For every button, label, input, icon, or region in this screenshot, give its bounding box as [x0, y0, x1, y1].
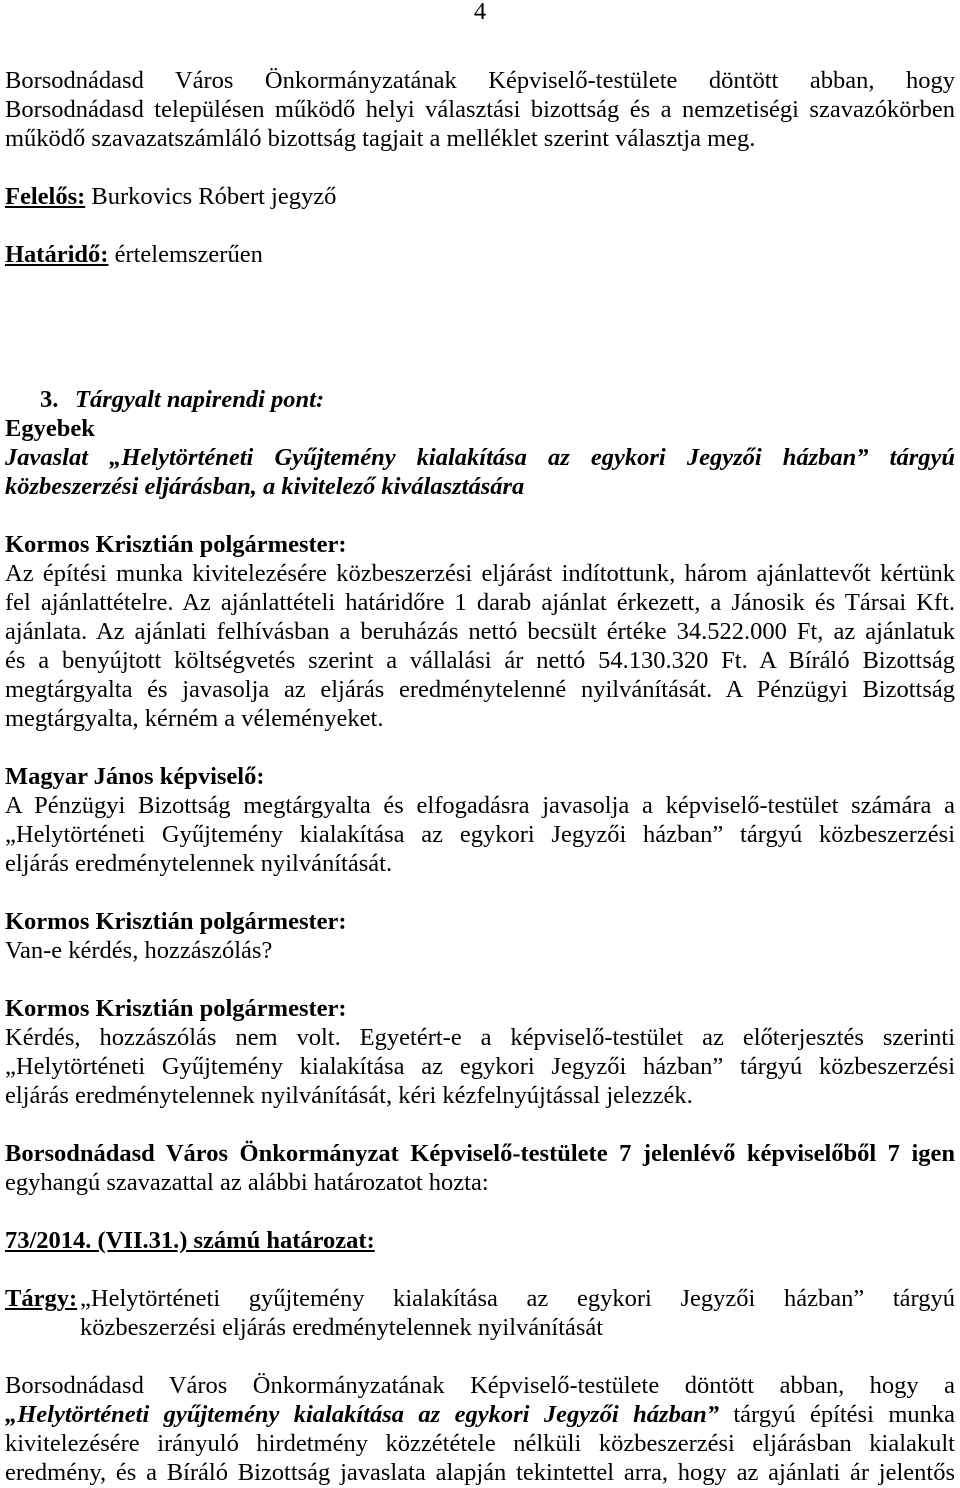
statement-line: Kérdés, hozzászólás nem volt. Egyetért-e a képviselő-testület az előterjesztés szerinti: [5, 1024, 955, 1051]
resolution-number-text: 73/2014. (VII.31.) számú határozat:: [5, 1227, 375, 1254]
intro-paragraph: [5, 66, 955, 153]
deadline-label: Határidő:: [5, 241, 109, 268]
decision-line: kivitelezésére irányuló hirdetmény közzététele nélküli közbeszerzési eljárásban kialakult: [5, 1430, 955, 1457]
statement-line: eljárás eredménytelennek nyilvánítását, kéri kézfelnyújtással jelezzék.: [5, 1082, 693, 1109]
statement-line: megtárgyalta, kérném a véleményeket.: [5, 705, 384, 732]
decision-emphasis: „Helytörténeti gyűjtemény kialakítása az egykori Jegyzői házban”: [5, 1401, 719, 1428]
decision-line: [5, 1400, 955, 1429]
deadline-line: [5, 240, 955, 269]
agenda-item-title: [5, 443, 955, 501]
paragraph-line: Borsodnádasd Város Önkormányzatának Képviselő-testülete döntött abban, hogy: [5, 67, 955, 94]
speaker-name: Kormos Krisztián polgármester:: [5, 995, 347, 1022]
agenda-title-line: közbeszerzési eljárásban, a kivitelező kiválasztására: [5, 473, 525, 500]
decision-line: Borsodnádasd Város Önkormányzatának Képviselő-testülete döntött abban, hogy a: [5, 1372, 955, 1399]
statement-line: „Helytörténeti Gyűjtemény kialakítása az egykori Jegyzői házban” tárgyú közbeszerzési: [5, 821, 955, 848]
speaker-block: [5, 994, 955, 1110]
resolution-decision: [5, 1371, 955, 1487]
statement-line: ajánlata. Az ajánlati felhívásban a beruházás nettó becsült értéke 34.522.000 Ft, az ajánlatuk: [5, 618, 955, 645]
speaker-name: Kormos Krisztián polgármester:: [5, 908, 347, 935]
subject-line: [5, 1284, 955, 1313]
document-body: [5, 66, 955, 1487]
subject-label-cell: [5, 1284, 80, 1313]
resolution-subject: [5, 1284, 955, 1342]
statement-line: és a benyújtott költségvetés szerint a vállalási ár nettó 54.130.320 Ft. A Bíráló Bizottság: [5, 647, 955, 674]
vote-line: egyhangú szavazattal az alábbi határozatot hozta:: [5, 1169, 489, 1196]
speaker-name: Magyar János képviselő:: [5, 763, 265, 790]
speaker-block: [5, 530, 955, 733]
decision-line: eredmény, és a Bíráló Bizottság javaslata alapján tekintettel arra, hogy az ajánlati ár jelentős: [5, 1459, 955, 1486]
statement-line: eljárás eredménytelennek nyilvánítását.: [5, 850, 393, 877]
subject-label: Tárgy:: [5, 1285, 78, 1312]
resolution-number: [5, 1226, 955, 1255]
responsible-line: [5, 182, 955, 211]
agenda-item-heading-text: Tárgyalt napirendi pont:: [75, 386, 325, 413]
agenda-title-line: Javaslat „Helytörténeti Gyűjtemény kialakítása az egykori Jegyzői házban” tárgyú: [5, 444, 955, 471]
agenda-item-heading: [5, 385, 955, 414]
subject-line: közbeszerzési eljárás eredménytelennek nyilvánítását: [80, 1314, 604, 1341]
speaker-name: Kormos Krisztián polgármester:: [5, 531, 347, 558]
statement-line: „Helytörténeti Gyűjtemény kialakítása az egykori Jegyzői házban” tárgyú közbeszerzési: [5, 1053, 955, 1080]
subject-text: „Helytörténeti gyűjtemény kialakítása az egykori Jegyzői házban” tárgyú: [80, 1285, 955, 1312]
vote-result: [5, 1139, 955, 1197]
responsible-value: Burkovics Róbert jegyző: [91, 183, 337, 210]
paragraph-line: működő szavazatszámláló bizottság tagjait a melléklet szerint választja meg.: [5, 125, 756, 152]
agenda-item-category: Egyebek: [5, 415, 95, 442]
statement-line: Van-e kérdés, hozzászólás?: [5, 937, 273, 964]
speaker-block: [5, 762, 955, 878]
statement-line: megtárgyalta és javasolja az eljárás eredménytelenné nyilvánítását. A Pénzügyi Bizottság: [5, 676, 955, 703]
vote-line: Borsodnádasd Város Önkormányzat Képviselő-testülete 7 jelenlévő képviselőből 7 igen: [5, 1140, 955, 1167]
speaker-block: [5, 907, 955, 965]
paragraph-line: Borsodnádasd településen működő helyi választási bizottság és a nemzetiségi szavazókörben: [5, 96, 955, 123]
page-number: 4: [473, 0, 487, 25]
statement-line: Az építési munka kivitelezésére közbeszerzési eljárást indítottunk, három ajánlattevőt kértünk: [5, 560, 955, 587]
decision-line-rest: tárgyú építési munka: [733, 1401, 955, 1428]
statement-line: A Pénzügyi Bizottság megtárgyalta és elfogadásra javasolja a képviselő-testület számára a: [5, 792, 955, 819]
responsible-label: Felelős:: [5, 183, 86, 210]
agenda-item-number: 3.: [40, 386, 59, 413]
deadline-value: értelemszerűen: [114, 241, 263, 268]
statement-line: fel ajánlattételre. Az ajánlattételi határidőre 1 darab ajánlat érkezett, a Jánosik és Társai Kft.: [5, 589, 955, 616]
